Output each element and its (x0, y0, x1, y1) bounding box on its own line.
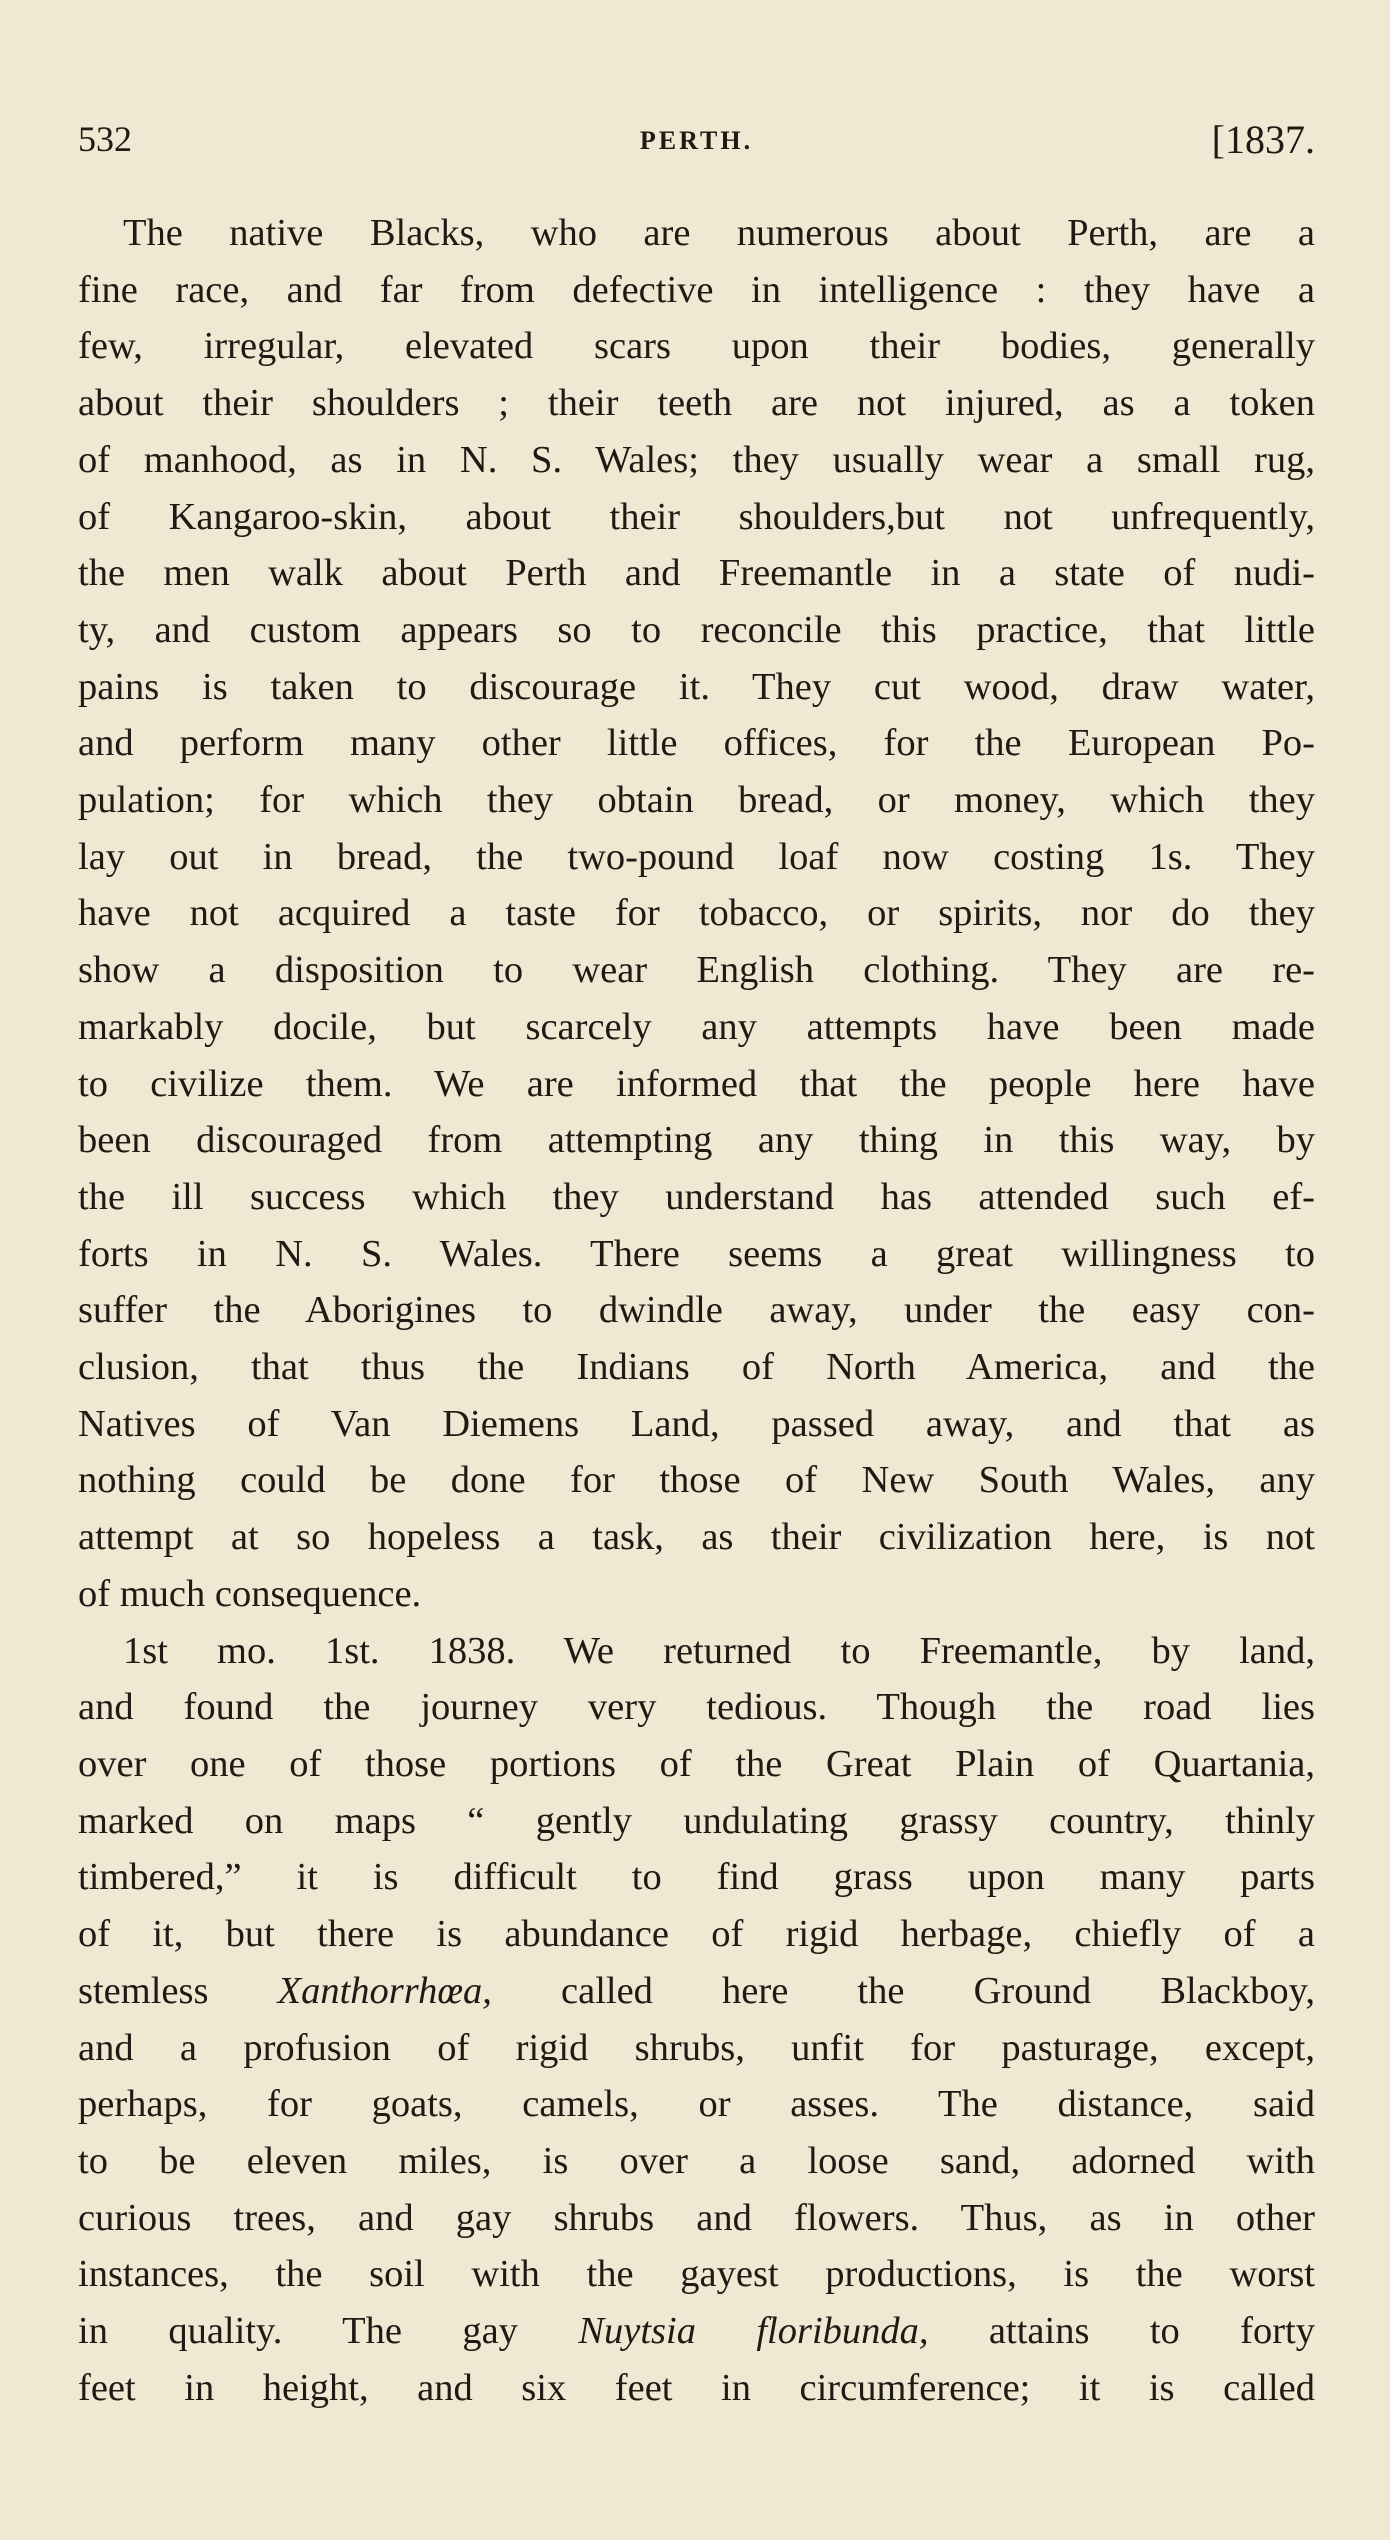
text-line: ty, and custom appears so to reconcile this practice, that little (78, 608, 1315, 651)
text-line: and perform many other little offices, for the European Po- (78, 722, 1315, 765)
running-head: PERTH. (639, 126, 754, 155)
text-line: nothing could be done for those of New South Wales, any (78, 1459, 1315, 1502)
text-line: markably docile, but scarcely any attempts have been made (78, 1005, 1315, 1048)
text-line: attempt at so hopeless a task, as their civilization here, is not (78, 1516, 1315, 1559)
text-fragment: attains to forty (928, 2310, 1315, 2353)
text-line: to be eleven miles, is over a loose sand, adorned with (78, 2139, 1315, 2182)
page-header (78, 112, 1315, 172)
text-line: about their shoulders ; their teeth are not injured, as a token (78, 382, 1315, 425)
text-line: the ill success which they understand has attended such ef- (78, 1175, 1315, 1218)
text-line: and a profusion of rigid shrubs, unfit for pasturage, except, (78, 2026, 1315, 2069)
text-line (78, 2303, 1315, 2360)
text-line: perhaps, for goats, camels, or asses. The distance, said (78, 2083, 1315, 2126)
text-line: over one of those portions of the Great Plain of Quartania, (78, 1742, 1315, 1785)
text-fragment: in quality. The gay (78, 2310, 579, 2353)
text-line: to civilize them. We are informed that the people here have (78, 1062, 1315, 1105)
text-line: fine race, and far from defective in intelligence : they have a (78, 268, 1315, 311)
text-line: pains is taken to discourage it. They cut wood, draw water, (78, 665, 1315, 708)
text-fragment: stemless (78, 1969, 278, 2012)
text-line: instances, the soil with the gayest productions, is the worst (78, 2253, 1315, 2296)
species-name: Xanthorrhœa, (277, 1969, 492, 2012)
page-number: 532 (78, 119, 132, 159)
text-line: and found the journey very tedious. Though the road lies (78, 1686, 1315, 1729)
text-line: of much consequence. (78, 1572, 422, 1615)
text-line: pulation; for which they obtain bread, or money, which they (78, 779, 1315, 822)
text-line (78, 1963, 1315, 2020)
text-line: of manhood, as in N. S. Wales; they usually wear a small rug, (78, 438, 1315, 481)
text-line: marked on maps “ gently undulating grassy country, thinly (78, 1799, 1315, 1842)
text-line: show a disposition to wear English clothing. They are re- (78, 949, 1315, 992)
text-line: 1st mo. 1st. 1838. We returned to Freemantle, by land, (123, 1629, 1315, 1672)
text-line: have not acquired a taste for tobacco, or spirits, nor do they (78, 892, 1315, 935)
text-line: few, irregular, elevated scars upon their bodies, generally (78, 325, 1315, 368)
text-line: lay out in bread, the two-pound loaf now costing 1s. They (78, 835, 1315, 878)
text-line: Natives of Van Diemens Land, passed away, and that as (78, 1402, 1315, 1445)
text-line: The native Blacks, who are numerous about Perth, are a (123, 212, 1315, 254)
text-line: been discouraged from attempting any thing in this way, by (78, 1119, 1315, 1162)
text-line: clusion, that thus the Indians of North America, and the (78, 1346, 1315, 1389)
body-text (78, 205, 1315, 2416)
text-fragment: called here the Ground Blackboy, (491, 1969, 1315, 2012)
text-line: feet in height, and six feet in circumference; it is called (78, 2366, 1315, 2409)
text-line: of it, but there is abundance of rigid herbage, chiefly of a (78, 1913, 1315, 1956)
year-marker: [1837. (1211, 117, 1315, 162)
text-line: of Kangaroo-skin, about their shoulders,but not unfrequently, (78, 495, 1315, 538)
text-line: timbered,” it is difficult to find grass upon many parts (78, 1856, 1315, 1899)
text-line: forts in N. S. Wales. There seems a great willingness to (78, 1232, 1315, 1275)
species-name: Nuytsia floribunda, (578, 2310, 929, 2353)
text-line: suffer the Aborigines to dwindle away, under the easy con- (78, 1289, 1315, 1332)
text-line: curious trees, and gay shrubs and flowers. Thus, as in other (78, 2196, 1315, 2239)
text-line: the men walk about Perth and Freemantle in a state of nudi- (78, 552, 1315, 595)
